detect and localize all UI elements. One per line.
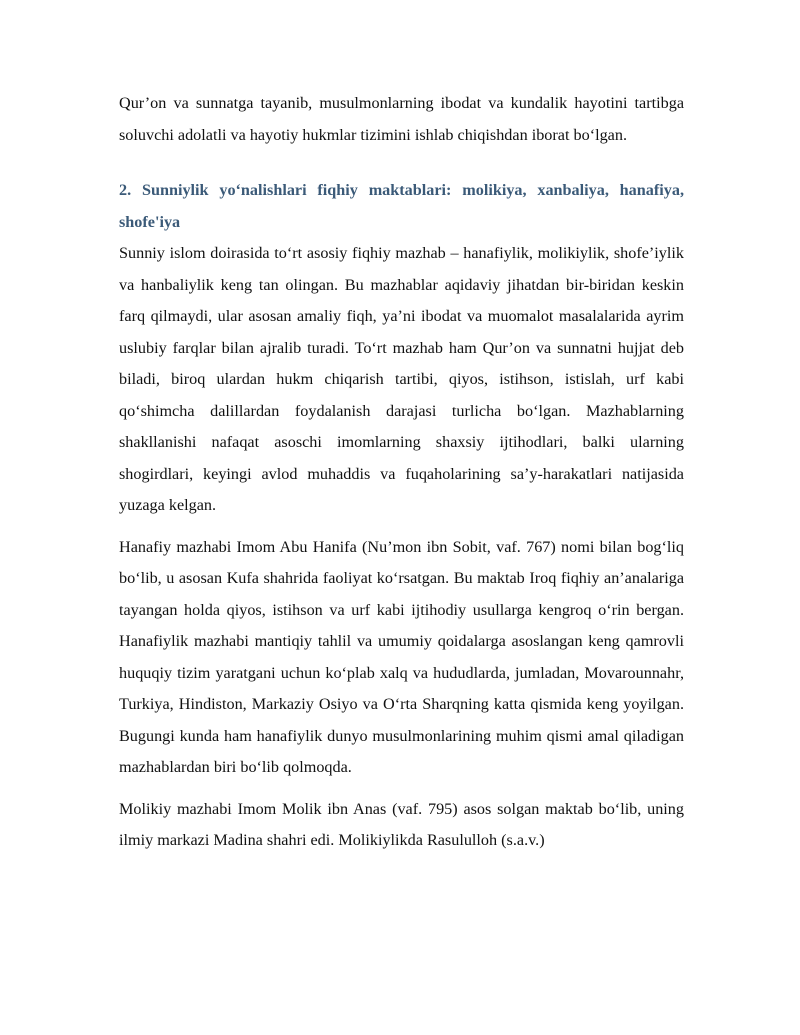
paragraph-hanafi: Hanafiy mazhabi Imom Abu Hanifa (Nu’mon ibn Sobit, vaf. 767) nomi bilan bog‘liq bo‘lib, u asosan Kufa shahrida faoliyat ko‘rsatgan. Bu maktab Iroq fiqhiy an’analariga tayangan holda qiyos, istihson va urf kabi ijtihodiy usullarga kengroq o‘rin bergan. Hanafiylik mazhabi mantiqiy tahlil va umumiy qoidalarga asoslangan keng qamrovli huquqiy tizim yaratgani uchun ko‘plab xalq va hududlarda, jumladan, Movarounnahr, Turkiya, Hindiston, Markaziy Osiyo va O‘rta Sharqning katta qismida keng yoyilgan. Bugungi kunda ham hanafiylik dunyo musulmonlarining muhim qismi amal qiladigan mazhablardan biri bo‘lib qolmoqda. [119,537,684,776]
paragraph-four-schools: Sunniy islom doirasida to‘rt asosiy fiqhiy mazhab – hanafiylik, molikiylik, shofe’iylik va hanbaliylik keng tan olingan. Bu mazhablar aqidaviy jihatdan bir-biridan keskin farq qilmaydi, ular asosan amaliy fiqh, ya’ni ibodat va muomalot masalalarida ayrim uslubiy farqlar bilan ajralib turadi. To‘rt mazhab ham Qur’on va sunnatni hujjat deb biladi, biroq ulardan hukm chiqarish tartibi, qiyos, istihson, istislah, urf kabi qo‘shimcha dalillardan foydalanish darajasi turlicha bo‘lgan. Mazhablarning shakllanishi nafaqat asoschi imomlarning shaxsiy ijtihodlari, balki ularning shogirdlari, keyingi avlod muhaddis va fuqaholarining sa’y-harakatlari natijasida yuzaga kelgan. [119,244,684,514]
spacer [119,784,684,794]
spacer [119,522,684,532]
spacer [119,151,684,175]
paragraph-maliki: Molikiy mazhabi Imom Molik ibn Anas (vaf. 795) asos solgan maktab bo‘lib, uning ilmiy markazi Madina shahri edi. Molikiylikda Rasululloh (s.a.v.) [119,799,684,849]
section-heading: 2. Sunniylik yo‘nalishlari fiqhiy maktablari: molikiya, xanbaliya, hanafiya, shofe'iya [119,181,684,231]
page-content [119,88,684,857]
paragraph-intro-continuation: Qur’on va sunnatga tayanib, musulmonlarning ibodat va kundalik hayotini tartibga soluvchi adolatli va hayotiy hukmlar tizimini ishlab chiqishdan iborat bo‘lgan. [119,94,684,144]
